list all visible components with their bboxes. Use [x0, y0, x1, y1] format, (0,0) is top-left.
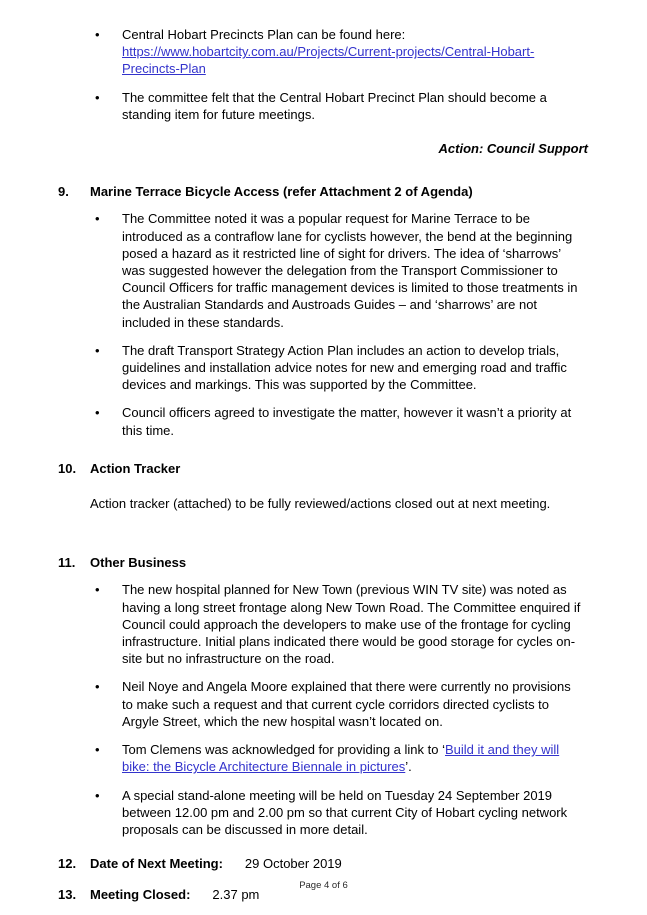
- next-meeting-label: Date of Next Meeting:: [90, 856, 223, 872]
- bullet-icon: •: [95, 787, 100, 803]
- section-heading-9: [0, 183, 647, 200]
- list-item: [0, 787, 647, 839]
- meeting-closed-label: Meeting Closed:: [90, 887, 191, 903]
- list-item: [0, 210, 647, 330]
- section-heading-12: [0, 855, 647, 872]
- bullet-text-after-link: ’.: [405, 759, 412, 775]
- action-note: Action: Council Support: [438, 141, 588, 157]
- bullet-icon: •: [95, 27, 100, 42]
- bullet-icon: •: [95, 342, 100, 358]
- section-title: Marine Terrace Bicycle Access (refer Attachment 2 of Agenda): [90, 184, 473, 200]
- section-number: 10.: [58, 460, 77, 476]
- section-title: Action Tracker: [90, 460, 181, 476]
- list-item: [0, 26, 647, 78]
- bullet-icon: •: [95, 89, 100, 105]
- section-title: Other Business: [90, 555, 187, 571]
- carryover-bullet-list: [0, 26, 647, 123]
- bullet-icon: •: [95, 679, 100, 695]
- list-item: [0, 581, 647, 667]
- section-11-bullet-list: [0, 581, 647, 838]
- bullet-text: Council officers agreed to investigate the matter, however it wasn’t a priority at this time.: [122, 405, 572, 438]
- bullet-icon: •: [95, 405, 100, 421]
- list-item: [0, 741, 647, 775]
- section-9-bullet-list: [0, 210, 647, 438]
- bullet-text-before-link: Tom Clemens was acknowledged for providing a link to ‘: [122, 742, 445, 758]
- bullet-text: Central Hobart Precincts Plan can be found here:: [122, 27, 406, 42]
- list-item: [0, 342, 647, 394]
- section-heading-11: [0, 554, 647, 571]
- action-tracker-paragraph: Action tracker (attached) to be fully reviewed/actions closed out at next meeting.: [90, 496, 551, 512]
- meeting-closed-time: 2.37 pm: [212, 887, 260, 903]
- section-number: 9.: [58, 184, 69, 200]
- section-heading-10: [0, 460, 647, 477]
- list-item: [0, 678, 647, 730]
- section-number: 13.: [58, 887, 77, 903]
- bullet-text: The new hospital planned for New Town (previous WIN TV site) was noted as having a long street frontage along New Town Road. The Committee enquired if Council could approach the developers to make use of the frontage for cycling infrastructure. Initial plans indicated there would be good storage for cycles on-site but no infrastructure on the road.: [122, 582, 581, 667]
- page-footer: Page 4 of 6: [299, 880, 348, 891]
- bullet-icon: •: [95, 742, 100, 758]
- list-item: [0, 89, 647, 123]
- bullet-icon: •: [95, 582, 100, 598]
- central-hobart-precincts-plan-link[interactable]: https://www.hobartcity.com.au/Projects/Current-projects/Central-Hobart-Precincts-Plan: [122, 44, 535, 77]
- bicycle-architecture-biennale-link[interactable]: Build it and they will bike: the Bicycle Architecture Biennale in pictures: [122, 742, 560, 775]
- bullet-text: The draft Transport Strategy Action Plan includes an action to develop trials, guidelines and installation advice notes for new and emerging road and traffic devices and markings. This was supported by the Committee.: [122, 342, 567, 393]
- bullet-text: Neil Noye and Angela Moore explained that there were currently no provisions to make such a request and that current cycle corridors directed cyclists to Argyle Street, which the new hospital wasn’t located on.: [122, 679, 571, 729]
- list-item: [0, 404, 647, 438]
- bullet-text: The Committee noted it was a popular request for Marine Terrace to be introduced as a contraflow lane for cyclists however, the bend at the beginning posed a hazard as it restricted line of sight for drivers. The idea of ‘sharrows’ was suggested however the delegation from the Transport Commissioner to Council Officers for traffic management devices is limited to those treatments in the Australian Standards and Austroads Guides – and ‘sharrows’ are not included in these standards.: [122, 211, 578, 330]
- bullet-text: The committee felt that the Central Hobart Precinct Plan should become a standing item for future meetings.: [122, 89, 547, 122]
- bullet-icon: •: [95, 211, 100, 227]
- bullet-text: A special stand-alone meeting will be held on Tuesday 24 September 2019 between 12.00 pm and 2.00 pm so that current City of Hobart cycling network proposals can be discussed in more detail.: [122, 787, 568, 837]
- next-meeting-date: 29 October 2019: [244, 856, 342, 872]
- section-number: 12.: [58, 856, 77, 872]
- section-number: 11.: [58, 555, 76, 571]
